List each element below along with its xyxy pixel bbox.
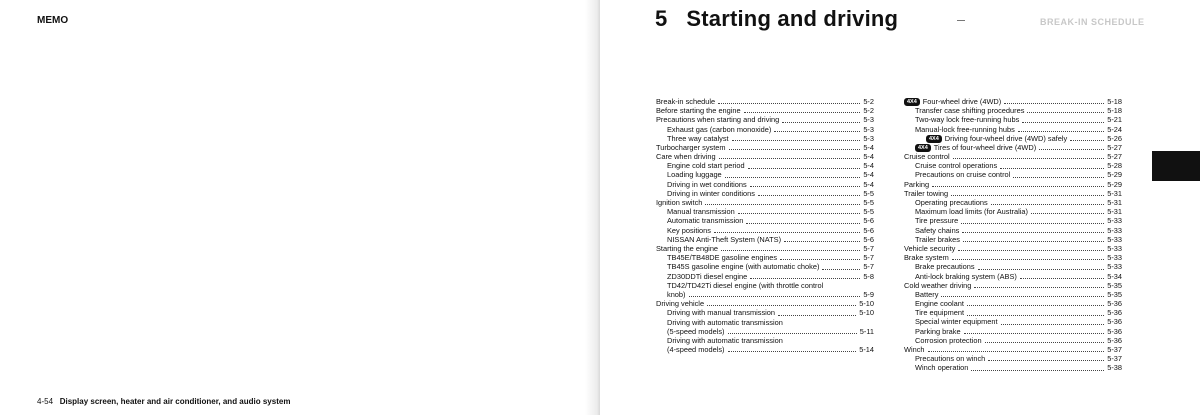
toc-entry-title: Manual-lock free-running hubs (915, 124, 1015, 134)
toc-entry-page: 5-4 (863, 179, 874, 189)
toc-entry-title: Driving with manual transmission (667, 308, 776, 318)
toc-entry-title: NISSAN Anti-Theft System (NATS) (667, 234, 782, 244)
toc-entry[interactable] (656, 244, 874, 253)
toc-entry-title: ZD30DDTi diesel engine (667, 271, 748, 281)
toc-entry-title: Manual transmission (667, 207, 735, 217)
toc-entry[interactable] (904, 244, 1122, 253)
toc-subentry[interactable] (656, 327, 874, 336)
toc-entry-title: Operating precautions (915, 198, 988, 208)
toc-entry-text: Tires of four-wheel drive (4WD) (933, 142, 1037, 152)
toc-entry[interactable] (904, 152, 1122, 161)
left-page-footer (37, 397, 290, 406)
toc-entry-title: Precautions on winch (915, 354, 986, 364)
toc-entry-page: 5-2 (863, 106, 874, 116)
toc-entry-page: 5-36 (1107, 308, 1122, 318)
toc-entry-title: Safety chains (915, 225, 960, 235)
toc-entry-page: 5-34 (1107, 271, 1122, 281)
toc-entry-title: Maximum load limits (for Australia) (915, 207, 1028, 217)
toc-entry-page: 5-21 (1107, 115, 1122, 125)
toc-entry[interactable] (904, 189, 1122, 198)
toc-subentry[interactable] (656, 308, 874, 317)
toc-entry-page: 5-6 (863, 225, 874, 235)
faint-stamp: BREAK-IN SCHEDULE (1040, 17, 1145, 27)
toc-entry-page: 5-33 (1107, 253, 1122, 263)
chapter-side-tab (1152, 151, 1200, 181)
toc-entry[interactable] (904, 253, 1122, 262)
toc-entry-page: 5-27 (1107, 142, 1122, 152)
toc-subentry[interactable] (904, 198, 1122, 207)
toc-subentry[interactable] (904, 235, 1122, 244)
toc-entry-page: 5-35 (1107, 289, 1122, 299)
toc-subentry[interactable] (904, 299, 1122, 308)
toc-subentry[interactable] (656, 226, 874, 235)
toc-entry[interactable] (656, 115, 874, 124)
toc-entry-title: Ignition switch (656, 198, 703, 208)
toc-entry-title: Vehicle security (904, 243, 956, 253)
toc-entry[interactable] (656, 106, 874, 115)
toc-subentry[interactable] (904, 171, 1122, 180)
toc-entry-page: 5-37 (1107, 354, 1122, 364)
toc-entry[interactable] (904, 281, 1122, 290)
toc-entry-page: 5-33 (1107, 262, 1122, 272)
toc-entry-page: 5-6 (863, 234, 874, 244)
toc-subentry[interactable] (656, 345, 874, 354)
toc-entry-page: 5-33 (1107, 225, 1122, 235)
toc-entry[interactable] (904, 345, 1122, 354)
toc-subentry[interactable] (904, 262, 1122, 271)
toc-entry-title: (5-speed models) (667, 326, 725, 336)
4x4-badge-icon: 4X4 (904, 98, 920, 106)
toc-entry-page: 5-36 (1107, 326, 1122, 336)
toc-entry-page: 5-33 (1107, 234, 1122, 244)
toc-entry-page: 5-29 (1107, 170, 1122, 180)
toc-subentry[interactable] (656, 253, 874, 262)
toc-entry-page: 5-35 (1107, 280, 1122, 290)
toc-entry-title: Before starting the engine (656, 106, 741, 116)
toc-entry-title: Loading luggage (667, 170, 722, 180)
toc-entry-page: 5-5 (863, 188, 874, 198)
toc-entry-page: 5-4 (863, 170, 874, 180)
toc-entry-page: 5-37 (1107, 345, 1122, 355)
toc-entry-page: 5-10 (859, 299, 874, 309)
toc-entry-first-line: Driving with automatic transmission (667, 335, 783, 345)
toc-entry-page: 5-27 (1107, 152, 1122, 162)
toc-subentry[interactable] (656, 189, 874, 198)
toc-entry-page: 5-31 (1107, 207, 1122, 217)
toc-entry-title: Brake precautions (915, 262, 975, 272)
toc-entry-page: 5-3 (863, 115, 874, 125)
toc-subentry[interactable] (656, 180, 874, 189)
toc-subentry[interactable] (904, 327, 1122, 336)
toc-subentry[interactable] (904, 272, 1122, 281)
toc-entry-title (904, 97, 1001, 106)
toc-entry-page: 5-7 (863, 253, 874, 263)
toc-entry-title: Tire equipment (915, 308, 965, 318)
toc-entry-page: 5-4 (863, 152, 874, 162)
toc-entry-title: Engine coolant (915, 299, 964, 309)
toc-entry-title: Parking (904, 179, 930, 189)
toc-entry-page: 5-4 (863, 161, 874, 171)
toc-entry[interactable] (656, 152, 874, 161)
toc-entry[interactable] (904, 180, 1122, 189)
toc-entry-title: TB45E/TB48DE gasoline engines (667, 253, 778, 263)
toc-entry[interactable] (656, 97, 874, 106)
toc-entry-title: Transfer case shifting procedures (915, 106, 1025, 116)
toc-entry-page: 5-28 (1107, 161, 1122, 171)
toc-entry-page: 5-11 (859, 326, 874, 336)
toc-entry-title: Three way catalyst (667, 133, 729, 143)
toc-entry-title: Key positions (667, 225, 711, 235)
toc-entry-title: Trailer towing (904, 188, 949, 198)
toc-entry-page: 5-31 (1107, 198, 1122, 208)
toc-entry[interactable] (904, 97, 1122, 106)
toc-entry-title: Automatic transmission (667, 216, 744, 226)
toc-subentry[interactable] (904, 226, 1122, 235)
toc-subentry[interactable] (904, 115, 1122, 124)
toc-entry-title: Turbocharger system (656, 142, 726, 152)
toc-subentry[interactable] (904, 290, 1122, 299)
toc-column-2 (904, 97, 1122, 373)
toc-entry-title: Starting the engine (656, 243, 719, 253)
toc-subentry[interactable] (656, 262, 874, 271)
toc-entry-page: 5-6 (863, 216, 874, 226)
toc-subentry[interactable] (656, 290, 874, 299)
toc-subentry[interactable] (656, 125, 874, 134)
toc-entry-page: 5-33 (1107, 216, 1122, 226)
toc-subentry[interactable] (656, 161, 874, 170)
toc-entry-page: 5-18 (1107, 96, 1122, 106)
toc-entry-title: Exhaust gas (carbon monoxide) (667, 124, 772, 134)
toc-entry-title: Driving in wet conditions (667, 179, 747, 189)
toc-subentry[interactable] (904, 125, 1122, 134)
toc-subentry[interactable] (904, 336, 1122, 345)
toc-entry-title: Driving in winter conditions (667, 188, 755, 198)
toc-subentry[interactable] (656, 235, 874, 244)
toc-entry-page: 5-38 (1107, 363, 1122, 373)
toc-entry-page: 5-31 (1107, 188, 1122, 198)
toc-entry-title: Care when driving (656, 152, 716, 162)
toc-entry-page: 5-5 (863, 207, 874, 217)
toc-subentry[interactable] (904, 308, 1122, 317)
toc-entry-title: Driving vehicle (656, 299, 705, 309)
toc-entry-title: Battery (915, 289, 939, 299)
toc-subentry[interactable] (904, 207, 1122, 216)
toc-subentry[interactable] (904, 143, 1122, 152)
toc-entry-page: 5-9 (863, 289, 874, 299)
toc-entry-title: Engine cold start period (667, 161, 745, 171)
chapter-title (655, 6, 898, 32)
toc-entry-title: TB45S gasoline engine (with automatic choke) (667, 262, 820, 272)
toc-entry-title: Trailer brakes (915, 234, 960, 244)
toc-entry-page: 5-7 (863, 262, 874, 272)
toc-entry-title: Precautions on cruise control (915, 170, 1011, 180)
toc-entry-page: 5-4 (863, 142, 874, 152)
toc-entry-page: 5-8 (863, 271, 874, 281)
toc-entry-title (926, 134, 1067, 143)
toc-entry-title: Tire pressure (915, 216, 959, 226)
toc-subentry[interactable] (656, 272, 874, 281)
toc-entry-text: Driving four-wheel drive (4WD) safely (944, 133, 1068, 143)
toc-entry-page: 5-36 (1107, 317, 1122, 327)
toc-entry-page: 5-33 (1107, 243, 1122, 253)
toc-entry-title: Break-in schedule (656, 96, 716, 106)
toc-subentry[interactable] (656, 171, 874, 180)
chapter-name: Starting and driving (686, 6, 899, 31)
memo-heading: MEMO (37, 15, 69, 26)
toc-entry-first-line: TD42/TD42Ti diesel engine (with throttle control (667, 280, 824, 290)
toc-subentry[interactable] (904, 363, 1122, 372)
toc-entry-page: 5-24 (1107, 124, 1122, 134)
toc-entry-page: 5-5 (863, 198, 874, 208)
toc-entry-page: 5-3 (863, 124, 874, 134)
toc-entry-title: knob) (667, 289, 686, 299)
footer-page-number: 4-54 (37, 397, 54, 406)
toc-entry-title: Brake system (904, 253, 949, 263)
toc-column-1 (656, 97, 874, 354)
toc-entry-page: 5-14 (859, 345, 874, 355)
toc-entry-title: Special winter equipment (915, 317, 998, 327)
toc-entry-title: Precautions when starting and driving (656, 115, 780, 125)
toc-subentry[interactable] (904, 106, 1122, 115)
toc-entry[interactable] (656, 299, 874, 308)
toc-entry[interactable] (656, 143, 874, 152)
toc-subentry[interactable] (904, 161, 1122, 170)
toc-subentry[interactable] (904, 134, 1122, 143)
toc-subentry[interactable] (904, 216, 1122, 225)
toc-entry-title: Cold weather driving (904, 280, 972, 290)
toc-subentry[interactable] (656, 134, 874, 143)
footer-section-title: Display screen, heater and air conditioner, and audio system (59, 397, 291, 406)
toc-entry-page: 5-7 (863, 243, 874, 253)
toc-entry-text: Four-wheel drive (4WD) (922, 96, 1002, 106)
chapter-number: 5 (655, 6, 668, 31)
toc-entry-page: 5-10 (859, 308, 874, 318)
toc-subentry[interactable] (904, 354, 1122, 363)
dash-mark (957, 20, 965, 21)
toc-entry-page: 5-3 (863, 133, 874, 143)
toc-entry-title: Anti-lock braking system (ABS) (915, 271, 1017, 281)
toc-subentry[interactable] (904, 318, 1122, 327)
toc-entry-first-line: Driving with automatic transmission (667, 317, 783, 327)
toc-entry-title: Parking brake (915, 326, 961, 336)
toc-entry[interactable] (656, 198, 874, 207)
toc-entry-page: 5-26 (1107, 133, 1122, 143)
toc-entry-title: (4-speed models) (667, 345, 725, 355)
4x4-badge-icon: 4X4 (926, 135, 942, 143)
toc-entry-title: Corrosion protection (915, 335, 982, 345)
toc-entry-title: Cruise control (904, 152, 950, 162)
toc-entry-page: 5-36 (1107, 335, 1122, 345)
toc-entry-title: Two-way lock free-running hubs (915, 115, 1020, 125)
toc-subentry[interactable] (656, 207, 874, 216)
toc-entry-page: 5-29 (1107, 179, 1122, 189)
toc-entry-title: Winch operation (915, 363, 969, 373)
toc-subentry[interactable] (656, 216, 874, 225)
toc-entry-title: Cruise control operations (915, 161, 998, 171)
toc-entry-title: Winch (904, 345, 925, 355)
toc-entry-page: 5-2 (863, 96, 874, 106)
4x4-badge-icon: 4X4 (915, 144, 931, 152)
toc-entry-title (915, 143, 1036, 152)
toc-entry-page: 5-36 (1107, 299, 1122, 309)
toc-entry-page: 5-18 (1107, 106, 1122, 116)
